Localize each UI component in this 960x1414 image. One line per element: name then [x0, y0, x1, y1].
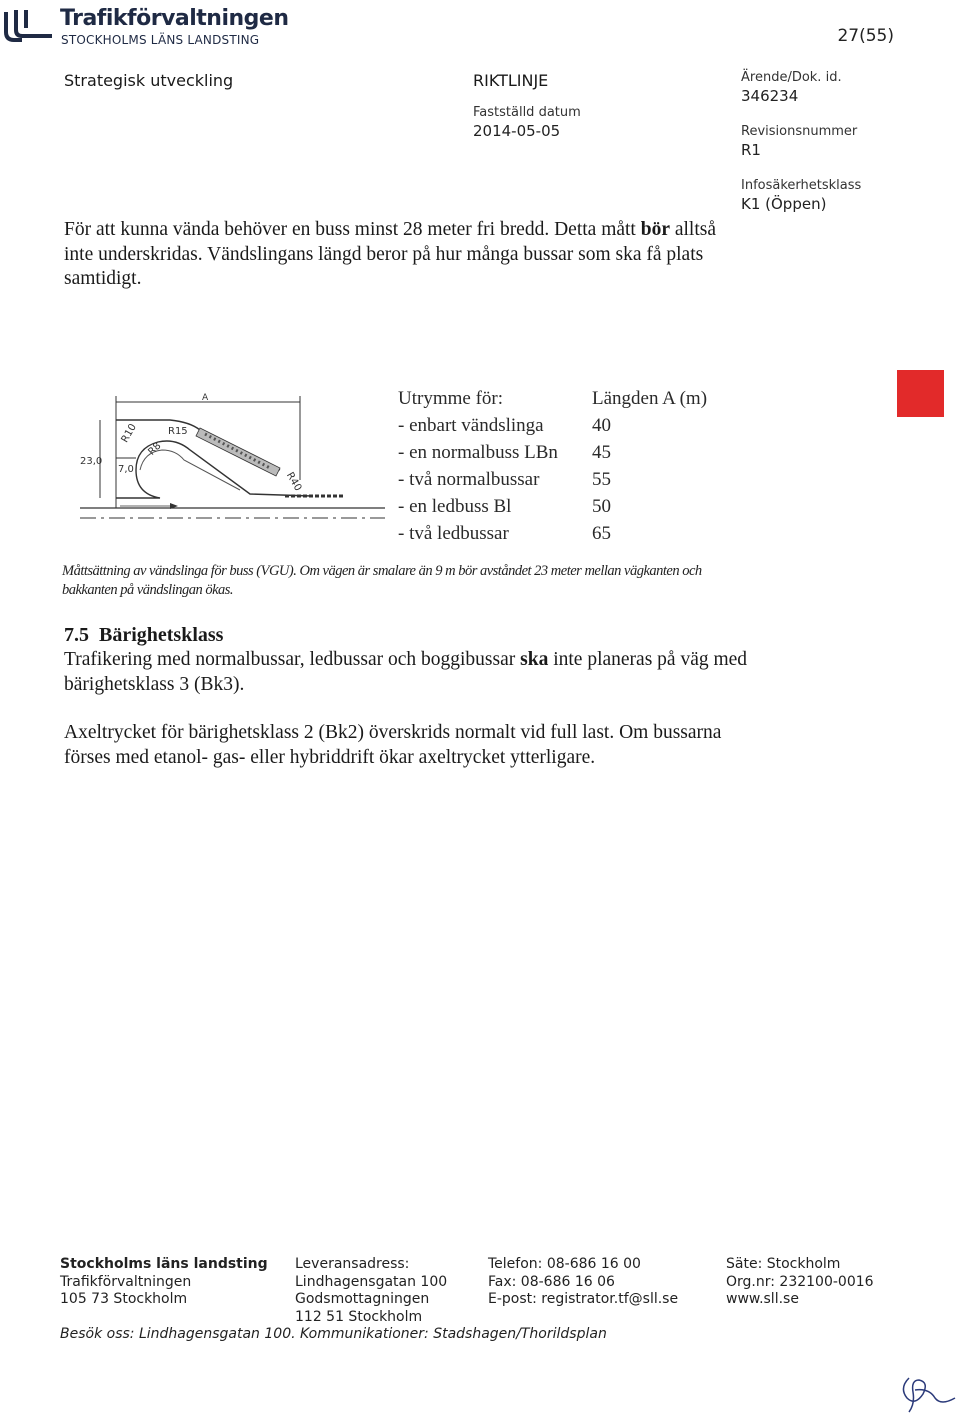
revision-label: Revisionsnummer	[741, 124, 858, 139]
p1-text: Trafikering med normalbussar, ledbussar och boggibussar	[64, 649, 521, 670]
infosec-label: Infosäkerhetsklass	[741, 178, 862, 193]
org-logo	[2, 6, 302, 48]
row-value: 55	[592, 469, 611, 490]
table-header	[398, 388, 738, 415]
footer-col-4	[726, 1256, 874, 1309]
dim-7-label: 7,0	[118, 464, 134, 475]
footer-line: Leveransadress:	[295, 1256, 410, 1272]
footer-org: Stockholms läns landsting	[60, 1256, 268, 1272]
intro-text-end: alltså inte underskridas. Vändslingans längd beror på hur många bussar som ska få plats samtidigt.	[64, 219, 717, 289]
row-value: 65	[592, 523, 611, 544]
length-table	[398, 388, 738, 550]
footer-website: www.sll.se	[726, 1291, 799, 1307]
figure-caption: Måttsättning av vändslinga för buss (VGU). Om vägen är smalare än 9 m bör avståndet 23 meter mellan vägkanten och bakkanten på vändslingan ökas.	[62, 563, 702, 598]
footer-visit: Besök oss: Lindhagensgatan 100. Kommunikationer: Stadshagen/Thorildsplan	[60, 1326, 607, 1342]
section-title: Bärighetsklass	[99, 624, 224, 646]
row-label: - två ledbussar	[398, 523, 509, 544]
department: Strategisk utveckling	[64, 71, 234, 90]
org-subtitle: STOCKHOLMS LÄNS LANDSTING	[61, 33, 260, 47]
row-label: - en ledbuss Bl	[398, 496, 512, 517]
row-label: - enbart vändslinga	[398, 415, 544, 436]
dim-23-label: 23,0	[80, 456, 103, 467]
footer-orgnr: Org.nr: 232100-0016	[726, 1273, 874, 1290]
table-header-right: Längden A (m)	[592, 388, 708, 409]
r15-label: R15	[168, 426, 188, 437]
turnaround-diagram	[80, 390, 390, 530]
footer-email: E-post: registrator.tf@sll.se	[488, 1291, 679, 1307]
footer-col-1	[60, 1256, 268, 1309]
table-row	[398, 442, 738, 469]
footer-col-3	[488, 1256, 678, 1309]
footer-line: 105 73 Stockholm	[60, 1291, 188, 1307]
dim-a-label: A	[202, 393, 209, 403]
section-heading	[64, 624, 223, 647]
row-label: - två normalbussar	[398, 469, 540, 490]
section-paragraph-1	[64, 648, 754, 697]
section-paragraph-2: Axeltrycket för bärighetsklass 2 (Bk2) överskrids normalt vid full last. Om bussarna förses med etanol- gas- eller hybriddrift ökar axeltrycket ytterligare.	[64, 722, 722, 768]
table-row	[398, 415, 738, 442]
intro-paragraph	[64, 218, 744, 292]
section-number: 7.5	[64, 624, 89, 646]
p1-bold: ska	[520, 649, 549, 670]
p1-text-end: inte planeras på väg med bärighetsklass 3 (Bk3).	[64, 649, 748, 695]
r40-label: R40	[283, 470, 304, 494]
fastst-value: 2014-05-05	[473, 122, 561, 140]
footer-line: Godsmottagningen	[295, 1291, 430, 1307]
footer-fax: Fax: 08-686 16 06	[488, 1273, 615, 1290]
arende-value: 346234	[741, 87, 799, 105]
row-value: 40	[592, 415, 611, 436]
fastst-label: Fastställd datum	[473, 105, 581, 120]
table-header-left: Utrymme för:	[398, 388, 504, 409]
footer-line: Lindhagensgatan 100	[295, 1273, 448, 1290]
page-number: 27(55)	[837, 26, 894, 46]
sll-logo-icon	[2, 8, 54, 44]
table-row	[398, 523, 738, 550]
org-name: Trafikförvaltningen	[60, 6, 289, 31]
infosec-value: K1 (Öppen)	[741, 195, 827, 213]
row-value: 50	[592, 496, 611, 517]
row-value: 45	[592, 442, 611, 463]
footer-col-2	[295, 1256, 447, 1326]
r10-label: R10	[119, 422, 139, 445]
document-type: RIKTLINJE	[473, 71, 549, 90]
footer-line: 112 51 Stockholm	[295, 1308, 423, 1325]
revision-value: R1	[741, 141, 761, 159]
intro-bold: bör	[640, 219, 670, 240]
red-marker	[897, 370, 944, 417]
row-label: - en normalbuss LBn	[398, 442, 558, 463]
signature-icon	[895, 1368, 957, 1414]
table-row	[398, 469, 738, 496]
footer-phone: Telefon: 08-686 16 00	[488, 1256, 641, 1272]
footer-line: Trafikförvaltningen	[60, 1273, 192, 1290]
intro-text: För att kunna vända behöver en buss minst 28 meter fri bredd. Detta mått	[64, 219, 641, 240]
r8-label: R8	[146, 440, 164, 458]
arende-label: Ärende/Dok. id.	[741, 70, 842, 85]
footer-line: Säte: Stockholm	[726, 1256, 841, 1272]
table-row	[398, 496, 738, 523]
